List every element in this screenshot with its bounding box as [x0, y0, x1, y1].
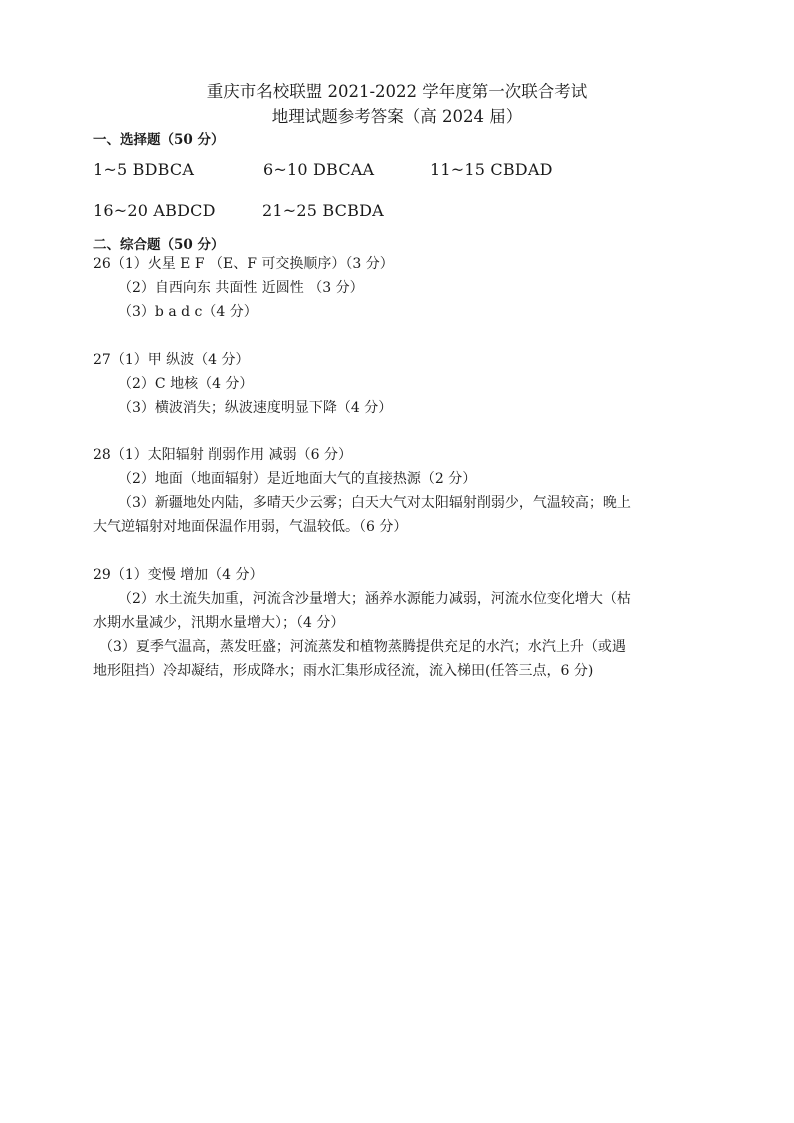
q28-part3-line2: 大气逆辐射对地面保温作用弱，气温较低。（6 分） [93, 519, 408, 535]
q27-part1: 27（1）甲 纵波（4 分） [93, 352, 250, 368]
q29-part1: 29（1）变慢 增加（4 分） [93, 567, 264, 583]
section-heading-multiple-choice: 一、选择题（50 分） [93, 132, 225, 148]
q26-part3: （3）b a d c（4 分） [118, 304, 258, 320]
q29-part2-line2: 水期水量减少，汛期水量增大）；（4 分） [93, 615, 345, 631]
q28-part3-line1: （3）新疆地处内陆，多晴天少云雾；白天大气对太阳辐射削弱少，气温较高；晚上 [118, 495, 631, 511]
q28-part1: 28（1）太阳辐射 削弱作用 减弱（6 分） [93, 447, 352, 463]
q29-part2-line1: （2）水土流失加重，河流含沙量增大；涵养水源能力减弱，河流水位变化增大（枯 [118, 591, 631, 607]
answer-group-16-20: 16~20 ABDCD [93, 201, 216, 220]
page-subtitle: 地理试题参考答案（高 2024 届） [271, 107, 523, 126]
answer-group-11-15: 11~15 CBDAD [430, 160, 553, 179]
answer-group-6-10: 6~10 DBCAA [263, 160, 375, 179]
q27-part3: （3）横波消失；纵波速度明显下降（4 分） [118, 400, 393, 416]
q28-part2: （2）地面（地面辐射）是近地面大气的直接热源（2 分） [118, 471, 477, 487]
answer-group-1-5: 1~5 BDBCA [93, 160, 195, 179]
q26-part2: （2）自西向东 共面性 近圆性 （3 分） [118, 280, 364, 296]
q27-part2: （2）C 地核（4 分） [118, 376, 254, 392]
q29-part3-line1: （3）夏季气温高，蒸发旺盛；河流蒸发和植物蒸腾提供充足的水汽；水汽上升（或遇 [99, 639, 626, 655]
q29-part3-line2: 地形阻挡）冷却凝结，形成降水；雨水汇集形成径流，流入梯田(任答三点，6 分) [93, 663, 594, 679]
section-heading-comprehensive: 二、综合题（50 分） [93, 237, 225, 253]
q26-part1: 26（1）火星 E F （E、F 可交换顺序）（3 分） [93, 256, 394, 272]
answer-group-21-25: 21~25 BCBDA [262, 201, 384, 220]
page-title: 重庆市名校联盟 2021-2022 学年度第一次联合考试 [206, 82, 588, 101]
